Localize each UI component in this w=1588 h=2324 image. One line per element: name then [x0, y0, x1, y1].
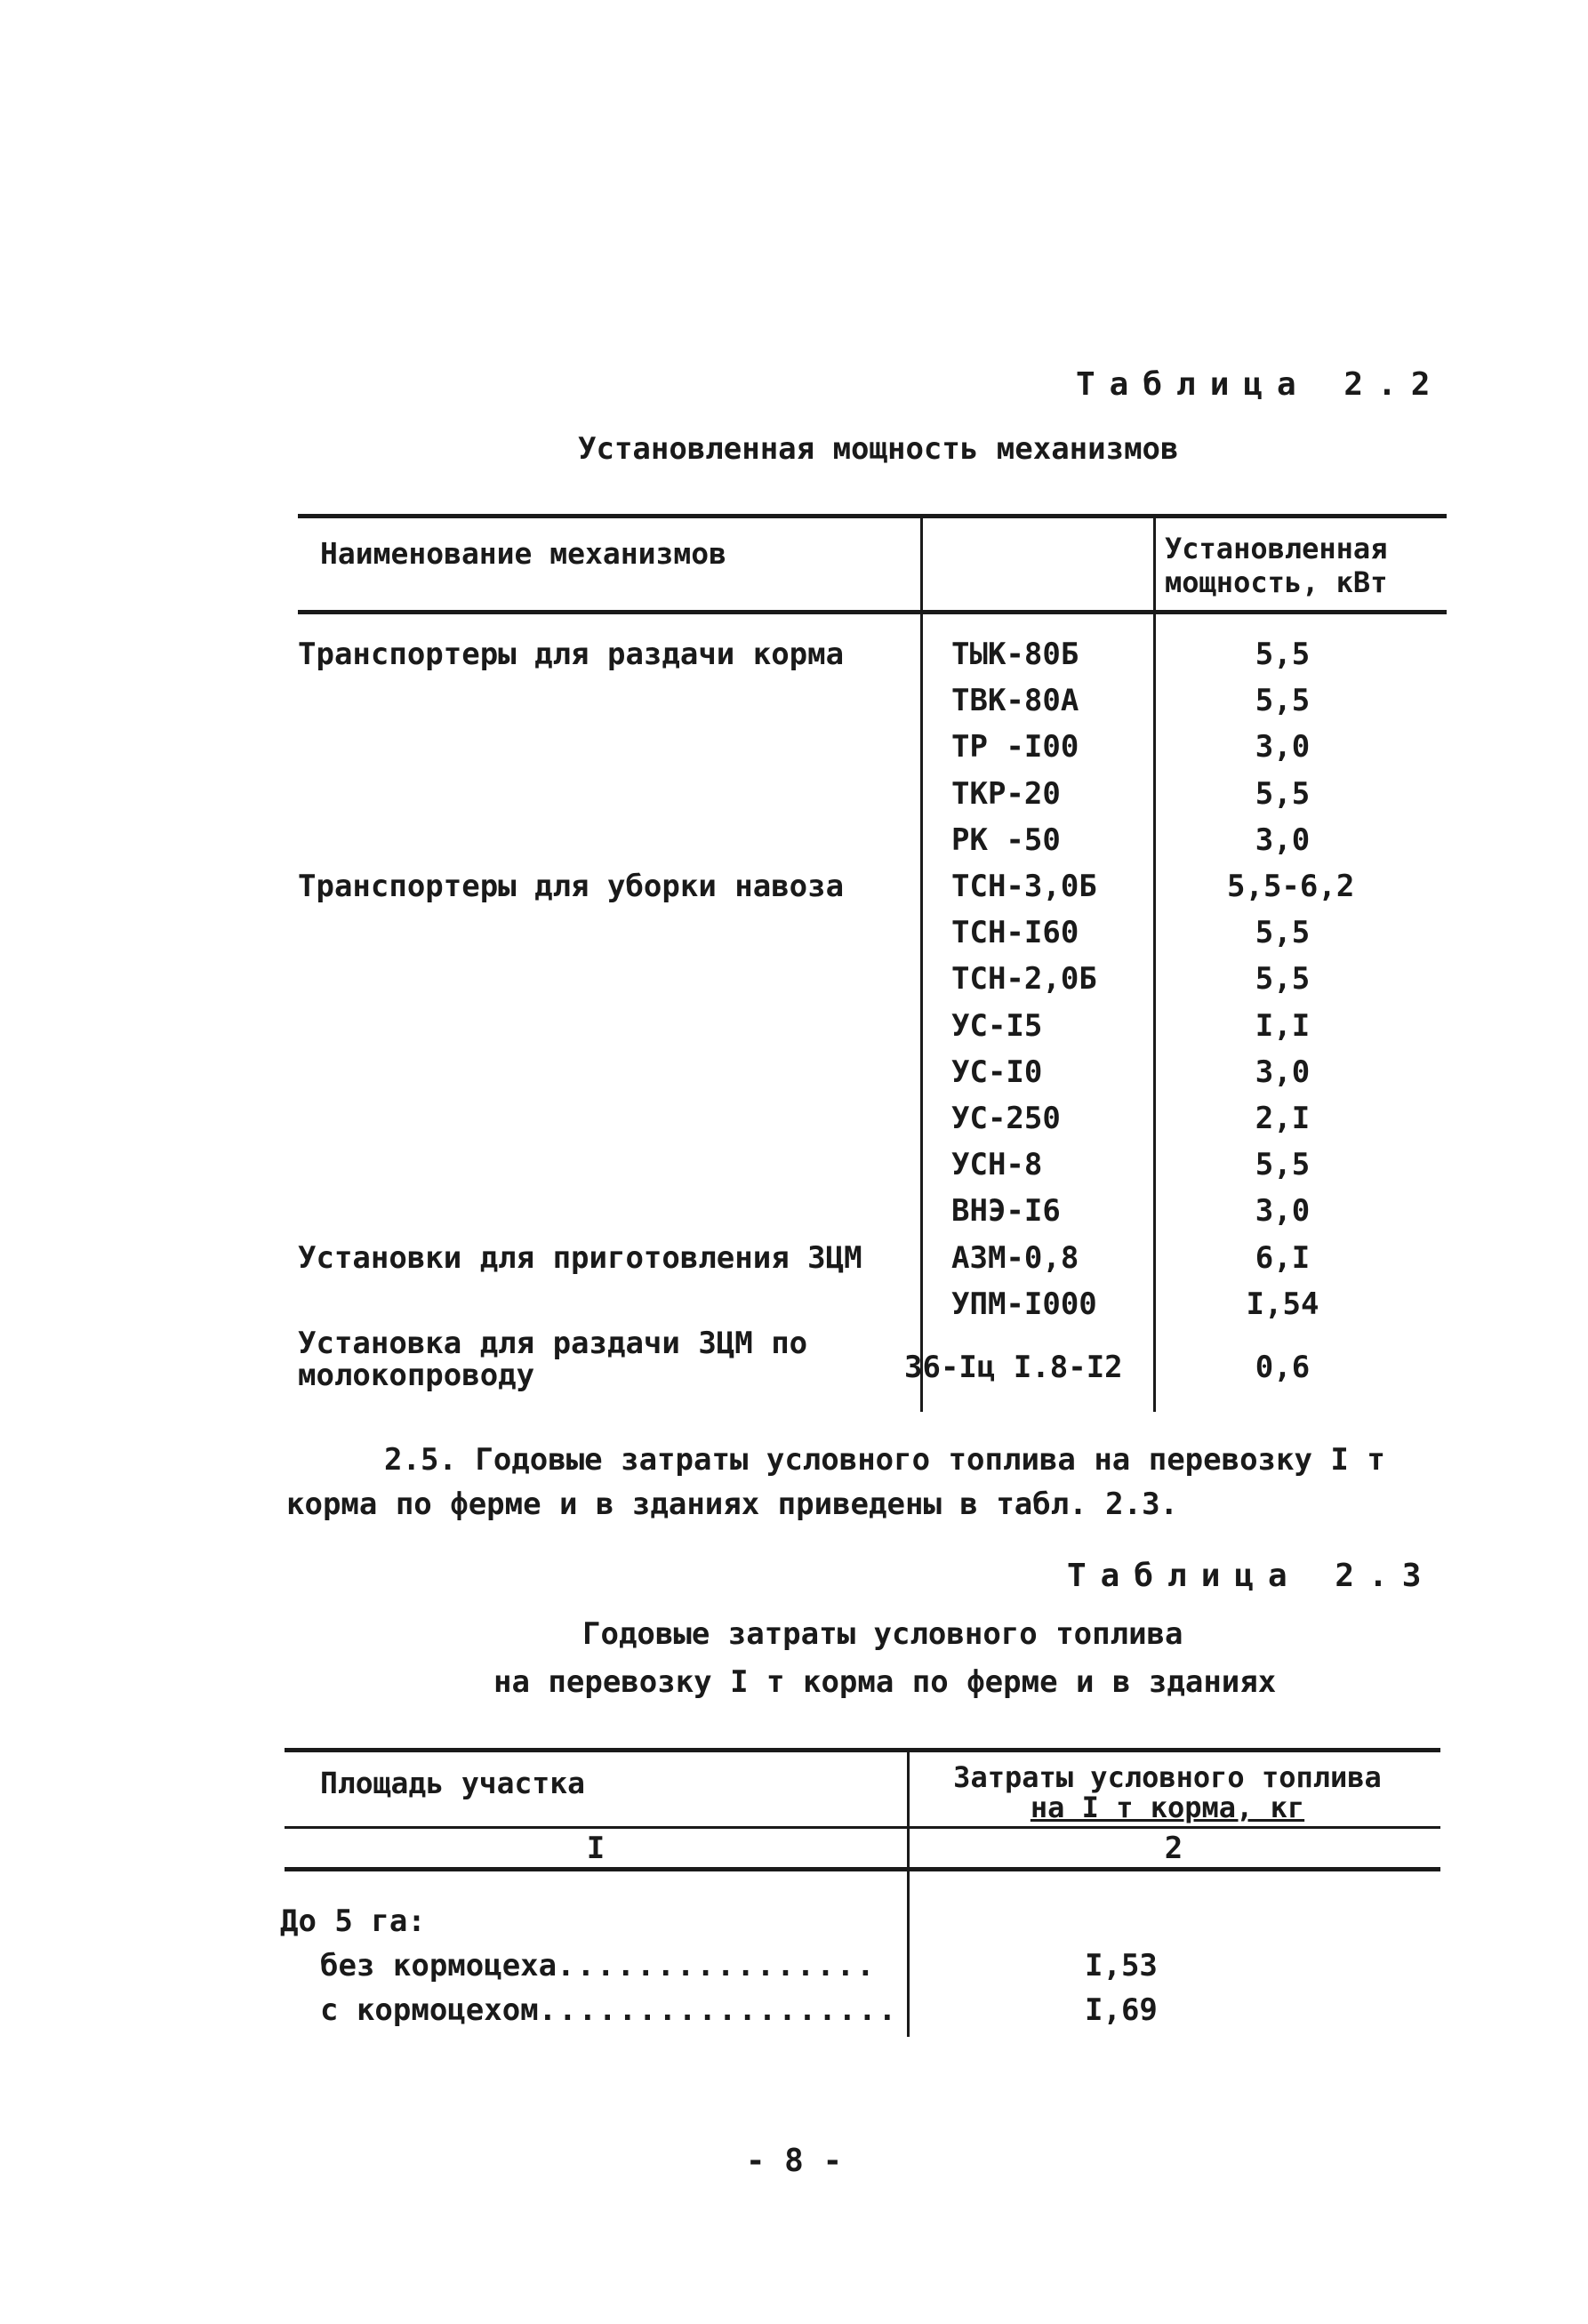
table-row-10-model: УС-I0: [951, 1054, 1043, 1090]
row-1-leader-dots: ................: [557, 1948, 877, 1983]
table-row-8-model: ТСН-2,0Б: [951, 961, 1097, 997]
header-fuel-line2: на I т корма, кг: [1030, 1791, 1305, 1824]
last-row-name-line1: Установка для раздачи ЗЦМ по: [298, 1326, 808, 1361]
table-row-1-model: ТЫК-80Б: [951, 637, 1079, 672]
table-row-4-model: ТКР-20: [951, 776, 1061, 812]
paragraph-line1: 2.5. Годовые затраты условного топлива на перевозку I т: [384, 1442, 1385, 1478]
col-number-1: I: [586, 1831, 606, 1866]
col-number-2: 2: [1164, 1831, 1183, 1866]
table-row-2-model: ТВК-80А: [951, 683, 1079, 718]
table-row-5-power: 3,0: [1255, 822, 1311, 858]
header-mechanism-name: Наименование механизмов: [320, 536, 726, 571]
table-row-8-power: 5,5: [1255, 961, 1311, 997]
table-23-col-divider: [907, 1752, 910, 2037]
table-row-1-name: Транспортеры для раздачи корма: [298, 637, 845, 672]
table-row-11-power: 2,I: [1255, 1101, 1311, 1136]
table-row-last-name: [298, 1327, 807, 1391]
row-2-leader-dots: ..................: [538, 1992, 899, 2028]
table-row-6-model: ТСН-3,0Б: [951, 869, 1097, 904]
table-row-7-power: 5,5: [1255, 915, 1311, 950]
table-row-1-power: 5,5: [1255, 637, 1311, 672]
table-row-5-model: РК -50: [951, 822, 1061, 858]
row-1-text: без кормоцеха: [320, 1948, 557, 1983]
paragraph-line2: корма по ферме и в зданиях приведены в табл. 2.3.: [286, 1487, 1179, 1522]
table-row-7-model: ТСН-I60: [951, 915, 1079, 950]
header-installed-power: [1165, 532, 1387, 599]
table-23-number-rule: [285, 1867, 1440, 1871]
table-row-1-value: I,53: [1085, 1948, 1158, 1983]
table-22-top-rule: [298, 514, 1447, 518]
table-row-last-model: 36-Iц I.8-I2: [904, 1350, 1123, 1385]
table-22-col-divider-2: [1153, 518, 1156, 1412]
table-row-9-power: I,I: [1255, 1008, 1311, 1044]
header-power-line1: Установленная: [1165, 532, 1388, 565]
table-row-9-model: УС-I5: [951, 1008, 1043, 1044]
table-row-13-power: 3,0: [1255, 1193, 1311, 1229]
table-22-header-rule: [298, 610, 1447, 614]
table-row-last-power: 0,6: [1255, 1350, 1311, 1385]
table-row-3-model: ТР -I00: [951, 729, 1079, 765]
table-row-2-value: I,69: [1085, 1992, 1158, 2028]
table-row-1-label: [320, 1948, 877, 1983]
table-22-caption: Установленная мощность механизмов: [578, 431, 1179, 467]
table-row-2-power: 5,5: [1255, 683, 1311, 718]
table-23-caption-line1: Годовые затраты условного топлива: [582, 1616, 1183, 1652]
table-23-header-rule: [285, 1826, 1440, 1829]
table-row-10-power: 3,0: [1255, 1054, 1311, 1090]
table-row-2-label: [320, 1992, 898, 2028]
header-plot-area: Площадь участка: [320, 1766, 586, 1800]
table-22-col-divider-1: [920, 518, 923, 1412]
table-row-6-name: Транспортеры для уборки навоза: [298, 869, 845, 904]
row-2-text: с кормоцехом: [320, 1992, 539, 2028]
table-23-top-rule: [285, 1748, 1440, 1752]
table-row-14-model: АЗМ-0,8: [951, 1240, 1079, 1276]
page-number: - 8 -: [745, 2143, 843, 2179]
table-23-label: Таблица 2.3: [1067, 1558, 1436, 1594]
table-row-13-model: ВНЭ-I6: [951, 1193, 1061, 1229]
group-label: До 5 га:: [280, 1903, 426, 1939]
table-row-14-power: 6,I: [1255, 1240, 1311, 1276]
table-row-15-power: I,54: [1246, 1286, 1319, 1322]
table-23-caption-line2: на перевозку I т корма по ферме и в зданиях: [493, 1664, 1277, 1700]
last-row-name-line2: молокопроводу: [298, 1358, 535, 1393]
table-row-15-model: УПМ-I000: [951, 1286, 1097, 1322]
table-row-12-model: УСН-8: [951, 1147, 1043, 1182]
table-row-6-power: 5,5-6,2: [1227, 869, 1355, 904]
table-22-label: Таблица 2.2: [1076, 366, 1445, 403]
table-row-12-power: 5,5: [1255, 1147, 1311, 1182]
table-row-3-power: 3,0: [1255, 729, 1311, 765]
header-fuel-line1: Затраты условного топлива: [953, 1760, 1382, 1794]
header-fuel-cost: [918, 1762, 1416, 1823]
table-row-14-name: Установки для приготовления ЗЦМ: [298, 1240, 862, 1276]
header-power-line2: мощность, кВт: [1165, 565, 1388, 599]
table-row-4-power: 5,5: [1255, 776, 1311, 812]
table-row-11-model: УС-250: [951, 1101, 1061, 1136]
